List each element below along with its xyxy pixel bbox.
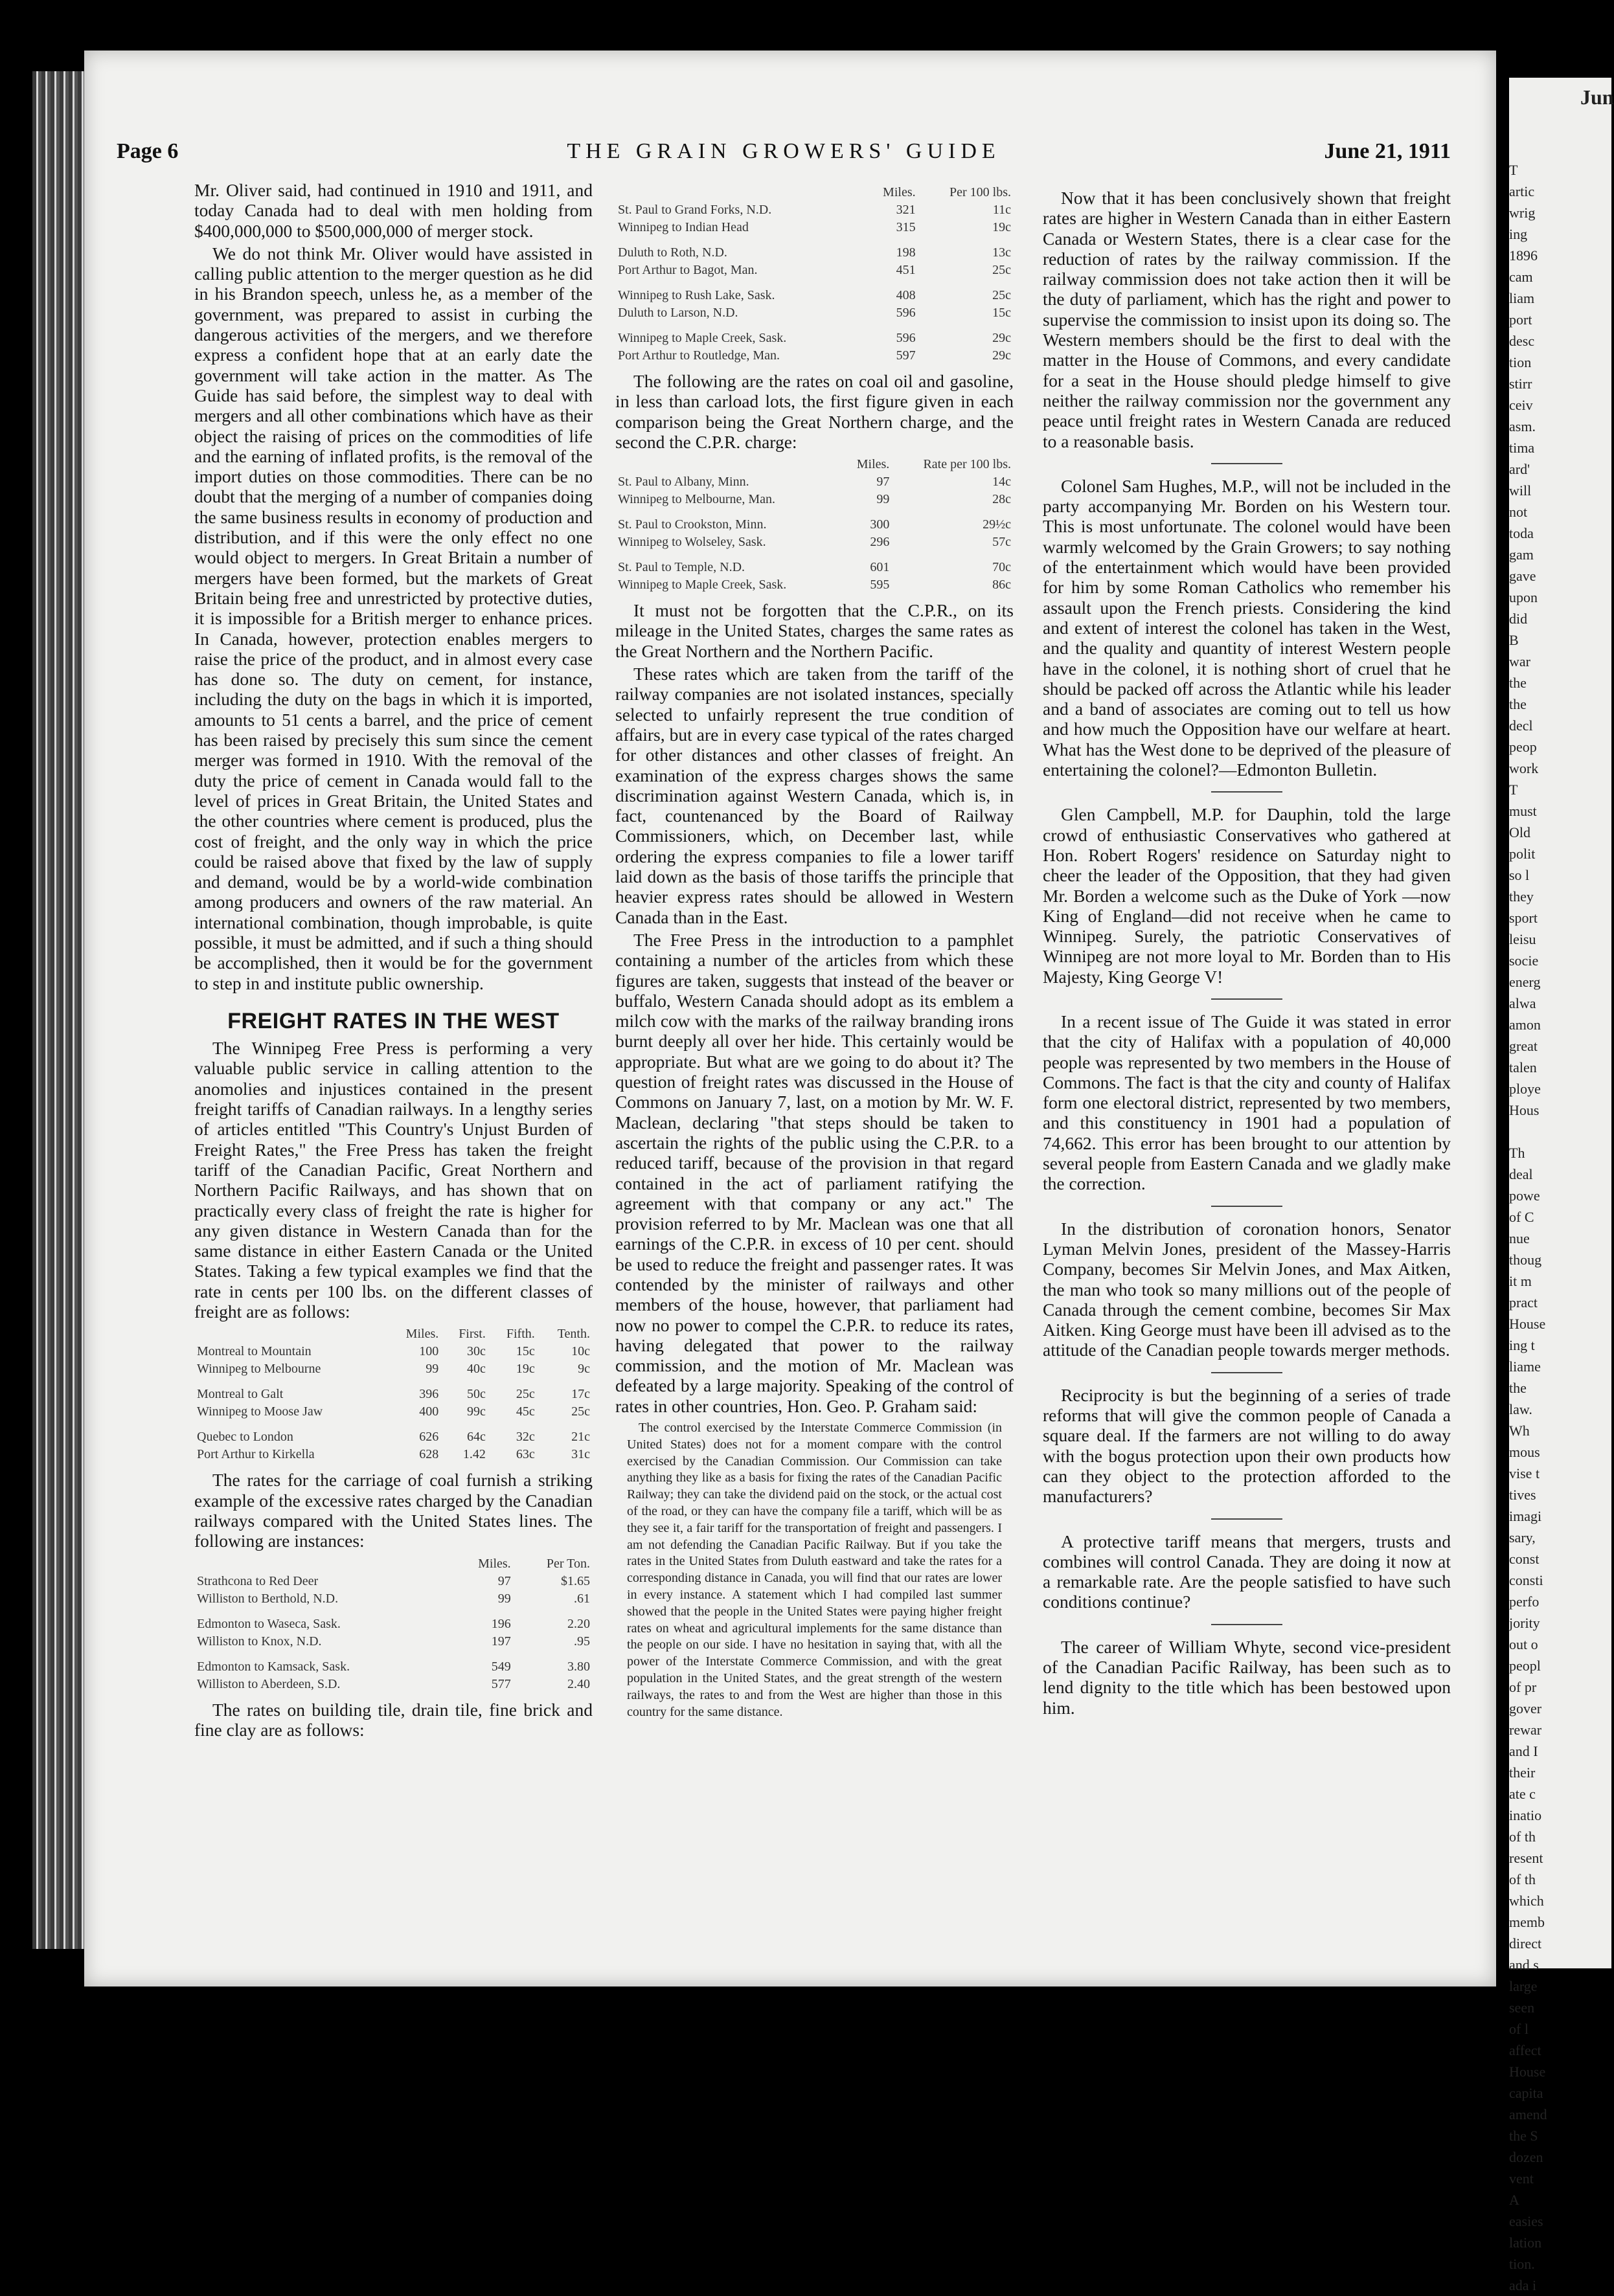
table-cell: Winnipeg to Indian Head xyxy=(618,220,749,234)
paragraph: The Free Press in the introduction to a pamphlet containing a number of the articles from which these figures are taken, suggests that instead of the beaver or buffalo, Western Canada should adopt as its emblem a milch cow with the marks of the railway branding irons burnt deeply all over her hide. This certainly would be appropriate. But what are we going to do about it? The question of freight rates was discussed in the House of Commons on January 7, last, on a motion by Mr. W. F. Maclean, declaring "that steps should be taken to ascertain the rights of the public using the C.P.R. to a reduced tariff, because of the provision in that regard contained in the act of parliament ratifying the agreement with that company or any act." The provision referred to by Mr. Maclean was one that all earnings of the C.P.R. in excess of 10 per cent. should be used to reduce the freight and passenger rates. It was contended by the minister of railways and other members of the house, however, that parliament had now no power to compel the C.P.R. to reduce its rates, having delegated that power to the railway commission, and the motion of Mr. Maclean was defeated by a large majority. Speaking of the control of rates in other countries, Hon. Geo. P. Graham said: xyxy=(615,929,1014,1416)
table-cell: Winnipeg to Melbourne, Man. xyxy=(618,492,776,507)
table-cell: 601 xyxy=(870,560,890,575)
facing-page-line: toda xyxy=(1509,525,1534,541)
paragraph: Reciprocity is but the beginning of a series of trade reforms that will give the common people of Canada a square deal. If the farmers are not willing to do away with the bogus protection upon their own products how can they object to the protection afforded to the manufacturers? xyxy=(1043,1384,1451,1507)
facing-page-line: direct xyxy=(1509,1935,1542,1952)
paragraph: The following are the rates on coal oil and gasoline, in less than carload lots, the first figure given in each comparison being the Great Northern charge, and the second the C.P.R. charge: xyxy=(615,371,1014,452)
facing-page-line: gave xyxy=(1509,568,1536,584)
facing-page-line: which xyxy=(1509,1893,1544,1909)
table-cell: 57c xyxy=(992,535,1011,550)
facing-page-line: stirr xyxy=(1509,376,1532,392)
facing-page-line: not xyxy=(1509,504,1528,520)
facing-page-line: did xyxy=(1509,611,1528,627)
table-row xyxy=(194,1633,593,1650)
facing-page-line: talen xyxy=(1509,1059,1537,1075)
facing-page-line: and I xyxy=(1509,1743,1538,1759)
table-cell: 30c xyxy=(466,1344,486,1359)
facing-page-line: gam xyxy=(1509,546,1534,563)
table-row xyxy=(615,576,1014,594)
facing-page-edge xyxy=(1509,78,1614,2293)
table-cell: 11c xyxy=(992,203,1011,217)
facing-page-line: must xyxy=(1509,803,1537,819)
table-cell: Winnipeg to Melbourne xyxy=(197,1362,321,1377)
paragraph: Now that it has been conclusively shown that freight rates are higher in Western Canada than in either Eastern Canada or Western States, there is a clear case for the reduction of rates by the railway commission. If the railway commission does not take action then it will be the duty of parliament, which has the right and power to supervise the commission to insist upon its doing so. The Western members should be the first to deal with the matter in the House of Commons, and every candidate for a seat in the House should pledge himself to give neither the railway commission nor the government any peace until freight rates in Western Canada are reduced to a reasonable basis. xyxy=(1043,188,1451,451)
table-cell: Edmonton to Waseca, Sask. xyxy=(197,1616,341,1631)
table-cell: 99 xyxy=(426,1362,439,1377)
table-cell: Port Arthur to Bagot, Man. xyxy=(618,263,758,277)
column-header xyxy=(194,1325,386,1343)
facing-page-line: Th xyxy=(1509,1145,1525,1161)
table-cell: St. Paul to Albany, Minn. xyxy=(618,475,749,490)
table-cell: Strathcona to Red Deer xyxy=(197,1573,319,1588)
table-cell: 549 xyxy=(491,1659,511,1674)
facing-page-line: capita xyxy=(1509,2085,1543,2101)
coal-rates-table xyxy=(194,1555,593,1693)
table-cell: 25c xyxy=(571,1404,590,1419)
issue-date: June 21, 1911 xyxy=(1324,139,1451,163)
table-cell: Duluth to Larson, N.D. xyxy=(618,306,738,320)
facing-page-line: gover xyxy=(1509,1700,1542,1716)
column-header: Per Ton. xyxy=(546,1556,590,1571)
table-cell: Port Arthur to Kirkella xyxy=(197,1447,315,1462)
facing-page-line: liame xyxy=(1509,1358,1541,1375)
facing-page-line xyxy=(1509,1121,1611,1142)
tile-rates-table xyxy=(615,184,1014,365)
paragraph: The rates for the carriage of coal furnish a striking example of the excessive rates charged by the Canadian railways compared with the United States lines. The following are instances: xyxy=(194,1470,593,1551)
divider xyxy=(1211,998,1282,1000)
facing-page-line: ate c xyxy=(1509,1786,1536,1802)
table-row xyxy=(194,1676,593,1693)
facing-page-line: const xyxy=(1509,1551,1540,1567)
facing-page-line: and s xyxy=(1509,1957,1539,1973)
facing-page-line: consti xyxy=(1509,1572,1543,1588)
table-cell: 29½c xyxy=(983,517,1011,532)
facing-page-line: sary, xyxy=(1509,1529,1536,1546)
table-cell: 1.42 xyxy=(462,1447,486,1462)
facing-page-line: amend xyxy=(1509,2106,1547,2122)
facing-page-line: will xyxy=(1509,482,1532,499)
table-cell: Winnipeg to Maple Creek, Sask. xyxy=(618,578,787,592)
table-cell: St. Paul to Grand Forks, N.D. xyxy=(618,203,772,217)
table-cell: 32c xyxy=(516,1430,535,1445)
table-cell: Montreal to Mountain xyxy=(197,1344,312,1359)
quote-text: The control exercised by the Interstate Commerce Commission (in United States) does not for a moment compare with the control exercised by the Canadian Commission. Our Commission can take anything they like as a basis for fixing the rates of the Canadian Pacific Railway; they can take the dividend paid on the stock, or the actual cost of the road, or they can have the company file a tariff, which will be as they see it, a fair tariff for the transportation of freight and passengers. I am not defending the Canadian Pacific Railway. But if you take the rates in the United States from Duluth eastward and take the rates for a corresponding distance in Canada, you will find that our rates are lower in every instance. A statement which I had compiled last summer showed that the people in the United States were paying higher freight rates on wheat and agricultural implements for the same distance than the people on our side. I have no hesitation in saying that, with all the power of the Interstate Commerce Commission, and with the great population in the United States, and the great strength of the western railways, the rates to and from the West are higher than those in this country for the same distance. xyxy=(627,1421,1002,1719)
divider xyxy=(1211,1372,1282,1373)
table-row xyxy=(194,1590,593,1608)
column-header: Miles. xyxy=(405,1327,439,1342)
facing-page-line: T xyxy=(1509,782,1518,798)
table-cell: 19c xyxy=(516,1362,535,1377)
column-header: Miles. xyxy=(883,185,916,199)
facing-page-line: great xyxy=(1509,1038,1538,1054)
table-cell: Williston to Aberdeen, S.D. xyxy=(197,1676,341,1691)
paragraph: In the distribution of coronation honors, Senator Lyman Melvin Jones, president of the Massey-Harris Company, becomes Sir Melvin Jones, and Max Aitken, the man who took so many millions out of the people of Canada through the cement combine, becomes Sir Max Aitken. King George must have been ill advised as to the attitude of the Canadian people towards merger methods. xyxy=(1043,1218,1451,1360)
column-header: Fifth. xyxy=(506,1327,535,1342)
table-row xyxy=(615,322,1014,347)
paragraph: We do not think Mr. Oliver would have assisted in calling public attention to the merger question as he did in his Brandon speech, unless he, as a member of the government, was prepared to assist in curbing the dangerous activities of the mergers, and we therefore express a confident hope that at an early date the government will take action in the matter. As The Guide has said before, the simplest way to deal with mergers and all other combinations which have as their object the raising of prices on the commodities of life and the earning of inflated profits, is the removal of the import duties on those commodities. There can be no doubt that the merging of a number of companies doing the same business results in economy of production and distribution, and if this were the only effect no one would object to mergers. In Great Britain a number of mergers have been formed, but the markets of Great Britain being free and unrestricted by protective duties, it is impossible for a British merger to enhance prices. In Canada, however, protection enables mergers to raise the price of the product, and in almost every case has done so. The duty on cement, for instance, including the duty on the bags in which it is imported, amounts to 51 cents a barrel, and the price of cement has been raised by precisely this sum since the cement merger was formed in 1910. With the removal of the duty the price of cement in Canada would fall to the level of prices in Great Britain, the United States and the other countries where cement is produced, plus the cost of freight, and the only way in which the price could be raised above that fixed by the law of supply and demand, would be by a world-wide combination among producers and owners of the raw material. An international combination, though improbable, is quite possible, it must be admitted, and if such a thing should be accomplished, then it would be for the government to step in and institute public ownership. xyxy=(194,243,593,993)
facing-page-line: so l xyxy=(1509,867,1530,883)
column-header: First. xyxy=(459,1327,486,1342)
facing-page-line: vise t xyxy=(1509,1465,1540,1481)
facing-page-line: work xyxy=(1509,760,1539,776)
coal-oil-rates-table xyxy=(615,456,1014,594)
facing-page-line: seen xyxy=(1509,1999,1535,2016)
facing-page-line: ada i xyxy=(1509,2277,1537,2293)
table-cell: 15c xyxy=(992,306,1011,320)
facing-page-line: rewar xyxy=(1509,1722,1542,1738)
facing-page-line: imagi xyxy=(1509,1508,1542,1524)
table-cell: 21c xyxy=(571,1430,590,1445)
table-row xyxy=(194,1343,593,1360)
facing-page-line: House xyxy=(1509,2064,1546,2080)
page-number: Page 6 xyxy=(117,139,179,163)
table-cell: 45c xyxy=(516,1404,535,1419)
table-row xyxy=(615,491,1014,508)
facing-page-line: vent xyxy=(1509,2170,1534,2187)
table-row xyxy=(194,1573,593,1590)
paragraph: Colonel Sam Hughes, M.P., will not be included in the party accompanying Mr. Borden on his Western tour. This is most unfortunate. The colonel would have been warmly welcomed by the Grain Growers; to say nothing of the entertainment which would have been provided for him by some Roman Catholics who remember his assault upon the French priests. Considering the kind and extent of interest the colonel has taken in the West, and the quality and quantity of interest Western people have in the colonel, it is nothing short of cruel that he should be packed off across the Atlantic while his leader and a band of associates are coming out to tell us how and how much the Opposition have our welfare at heart. What has the West done to be deprived of the pleasure of entertaining the colonel?—Edmonton Bulletin. xyxy=(1043,475,1451,780)
facing-page-line xyxy=(1509,138,1611,159)
column-header: Rate per 100 lbs. xyxy=(923,457,1011,472)
column-header: Miles. xyxy=(478,1556,511,1571)
facing-page-line: it m xyxy=(1509,1273,1532,1289)
table-cell: 25c xyxy=(992,288,1011,302)
facing-page-line: Hous xyxy=(1509,1102,1540,1118)
facing-page-line: Old xyxy=(1509,824,1530,840)
facing-page-line: easies xyxy=(1509,2213,1543,2229)
column-header xyxy=(615,456,843,473)
facing-page-line: the xyxy=(1509,675,1527,691)
facing-page-line: the S xyxy=(1509,2128,1538,2144)
table-cell: 17c xyxy=(571,1387,590,1402)
table-cell: 14c xyxy=(992,475,1011,490)
facing-page-line: war xyxy=(1509,653,1530,670)
facing-page-line: ing xyxy=(1509,226,1528,242)
table-cell: 29c xyxy=(992,348,1011,363)
table-cell: Montreal to Galt xyxy=(197,1387,284,1402)
facing-page-line: peop xyxy=(1509,739,1537,755)
article-headline: FREIGHT RATES IN THE WEST xyxy=(227,1008,560,1033)
facing-page-line: peopl xyxy=(1509,1658,1541,1674)
table-cell: 50c xyxy=(466,1387,486,1402)
divider xyxy=(1211,1518,1282,1520)
facing-page-line: artic xyxy=(1509,183,1535,199)
column-3 xyxy=(1043,188,1451,1720)
paragraph: The rates on building tile, drain tile, fine brick and fine clay are as follows: xyxy=(194,1699,593,1740)
facing-page-line: desc xyxy=(1509,333,1535,349)
table-cell: 2.40 xyxy=(567,1676,590,1691)
table-cell: 626 xyxy=(419,1430,439,1445)
facing-page-line: upon xyxy=(1509,589,1538,605)
facing-page-line: tion. xyxy=(1509,2256,1535,2272)
table-cell: 64c xyxy=(466,1430,486,1445)
table-cell: 13c xyxy=(992,245,1011,260)
table-cell: 396 xyxy=(419,1387,439,1402)
table-cell: 63c xyxy=(516,1447,535,1462)
facing-page-line: ceiv xyxy=(1509,397,1533,413)
facing-page-line: mous xyxy=(1509,1444,1540,1460)
table-row xyxy=(615,201,1014,219)
table-cell: 628 xyxy=(419,1447,439,1462)
column-header xyxy=(194,1555,451,1573)
paragraph: The Winnipeg Free Press is performing a very valuable public service in calling attention to the anomolies and injustices contained in the present freight tariffs of Canadian railways. In a lengthy series of articles entitled "This Country's Unjust Burden of Freight Rates," the Free Press has taken the freight tariff of the Canadian Pacific, Great Northern and Northern Pacific Railways, and has shown that on practically every class of freight the rate is higher for any given distance in Western Canada than for the same distance in either Eastern Canada or the United States. Taking a few typical examples we find that the rate in cents per 100 lbs. on the different classes of freight are as follows: xyxy=(194,1038,593,1322)
divider xyxy=(1211,791,1282,793)
table-cell: Williston to Knox, N.D. xyxy=(197,1634,322,1649)
divider xyxy=(1211,463,1282,464)
facing-page-line: tima xyxy=(1509,440,1535,456)
freight-class-rates-table xyxy=(194,1325,593,1463)
table-cell: 99c xyxy=(466,1404,486,1419)
table-row xyxy=(615,279,1014,304)
facing-page-line: Jun xyxy=(1580,85,1614,109)
table-cell: 400 xyxy=(419,1404,439,1419)
table-row xyxy=(194,1378,593,1403)
divider xyxy=(1211,1624,1282,1625)
table-cell: Quebec to London xyxy=(197,1430,293,1445)
table-cell: 597 xyxy=(896,348,916,363)
table-header-row xyxy=(615,184,1014,201)
table-cell: .95 xyxy=(574,1634,590,1649)
table-cell: 40c xyxy=(466,1362,486,1377)
facing-page-line: the xyxy=(1509,1380,1527,1396)
facing-page-line: the xyxy=(1509,696,1527,712)
paragraph: A protective tariff means that mergers, trusts and combines will control Canada. They are doing it now at a remarkable rate. Are the people satisfied to have such conditions continue? xyxy=(1043,1531,1451,1612)
facing-page-line: powe xyxy=(1509,1187,1540,1204)
table-cell: 10c xyxy=(571,1344,590,1359)
facing-page-line: lation xyxy=(1509,2234,1542,2251)
table-row xyxy=(615,262,1014,279)
table-cell: 197 xyxy=(491,1634,511,1649)
table-cell: 315 xyxy=(896,220,916,234)
table-cell: 3.80 xyxy=(567,1659,590,1674)
facing-page-line: thoug xyxy=(1509,1252,1542,1268)
table-cell: Edmonton to Kamsack, Sask. xyxy=(197,1659,350,1674)
table-cell: 451 xyxy=(896,263,916,277)
column-header: Tenth. xyxy=(557,1327,590,1342)
table-row xyxy=(615,219,1014,236)
table-row xyxy=(615,347,1014,365)
facing-page-line: 1896 xyxy=(1509,247,1538,264)
facing-page-line: memb xyxy=(1509,1914,1545,1930)
facing-page-line: resent xyxy=(1509,1850,1543,1866)
facing-page-line: socie xyxy=(1509,952,1539,969)
table-cell: $1.65 xyxy=(561,1573,590,1588)
table-row xyxy=(194,1403,593,1421)
table-cell: Duluth to Roth, N.D. xyxy=(618,245,727,260)
table-cell: 196 xyxy=(491,1616,511,1631)
table-cell: Winnipeg to Rush Lake, Sask. xyxy=(618,288,775,302)
table-cell: 19c xyxy=(992,220,1011,234)
facing-page-line: of pr xyxy=(1509,1679,1537,1695)
column-2 xyxy=(615,180,1014,1723)
table-row xyxy=(615,304,1014,322)
facing-page-line: jority xyxy=(1509,1615,1540,1631)
facing-page-line: port xyxy=(1509,311,1532,328)
table-header-row xyxy=(615,456,1014,473)
table-cell: 9c xyxy=(578,1362,590,1377)
masthead-title: THE GRAIN GROWERS' GUIDE xyxy=(567,139,1001,163)
column-1 xyxy=(194,180,593,1742)
column-header: Miles. xyxy=(856,457,890,472)
table-cell: 31c xyxy=(571,1447,590,1462)
facing-page-line: ploye xyxy=(1509,1081,1541,1097)
table-cell: Winnipeg to Maple Creek, Sask. xyxy=(618,331,787,345)
table-cell: 595 xyxy=(870,578,890,592)
paragraph: Mr. Oliver said, had continued in 1910 and 1911, and today Canada had to deal with men holding from $400,000,000 to $500,000,000 of merger stock. xyxy=(194,180,593,241)
table-cell: 596 xyxy=(896,331,916,345)
facing-page-line: ard' xyxy=(1509,461,1530,477)
facing-page-line: law. xyxy=(1509,1401,1532,1417)
facing-page-line: their xyxy=(1509,1764,1536,1781)
table-cell: 2.20 xyxy=(567,1616,590,1631)
facing-page-line: sport xyxy=(1509,910,1538,926)
table-cell: 300 xyxy=(870,517,890,532)
table-cell: 70c xyxy=(992,560,1011,575)
page-header xyxy=(117,139,1451,170)
facing-page-line: pract xyxy=(1509,1294,1538,1311)
facing-page-line: they xyxy=(1509,888,1534,905)
block-quote xyxy=(627,1420,1002,1720)
facing-page-line: alwa xyxy=(1509,995,1536,1011)
table-row xyxy=(194,1608,593,1633)
paragraph: It must not be forgotten that the C.P.R., on its mileage in the United States, charges the same rates as the Great Northern and the Northern Pacific. xyxy=(615,600,1014,661)
table-row xyxy=(194,1421,593,1446)
facing-page-line: tion xyxy=(1509,354,1532,370)
paragraph: The career of William Whyte, second vice-president of the Canadian Pacific Railway, has been such as to lend dignity to the title which has been bestowed upon him. xyxy=(1043,1636,1451,1718)
table-cell: 596 xyxy=(896,306,916,320)
facing-page-line: inatio xyxy=(1509,1807,1542,1823)
table-row xyxy=(615,236,1014,262)
facing-page-line: of th xyxy=(1509,1871,1536,1887)
table-cell: 408 xyxy=(896,288,916,302)
table-cell: 100 xyxy=(419,1344,439,1359)
paragraph: In a recent issue of The Guide it was stated in error that the city of Halifax with a population of 40,000 people was represented by two members in the House of Commons. The fact is that the city and county of Halifax form one electoral district, represented by two members, and this constituency in 1901 had a population of 74,662. This error has been brought to our attention by several people from Eastern Canada and we gladly make the correction. xyxy=(1043,1011,1451,1194)
facing-page-line xyxy=(1509,117,1611,138)
facing-page-line: polit xyxy=(1509,846,1536,862)
facing-page-line: deal xyxy=(1509,1166,1533,1182)
facing-page-line: Wh xyxy=(1509,1423,1530,1439)
table-cell: 86c xyxy=(992,578,1011,592)
facing-page-line: of th xyxy=(1509,1829,1536,1845)
table-row xyxy=(194,1360,593,1378)
column-header: Per 100 lbs. xyxy=(949,185,1011,199)
table-cell: 29c xyxy=(992,331,1011,345)
facing-page-line: liam xyxy=(1509,290,1535,306)
table-cell: Port Arthur to Routledge, Man. xyxy=(618,348,780,363)
table-cell: .61 xyxy=(574,1591,590,1606)
table-cell: St. Paul to Temple, N.D. xyxy=(618,560,745,575)
facing-page-line: out o xyxy=(1509,1636,1538,1652)
facing-page-line: decl xyxy=(1509,717,1533,734)
paragraph: These rates which are taken from the tariff of the railway companies are not isolated instances, specially selected to unfairly represent the true condition of affairs, but are in every case typical of the rates charged for other distances and other classes of freight. An examination of the express charges shows the same discrimination against Western Canada, which is, in fact, countenanced by the Board of Railway Commissioners, which, on December last, while ordering the express companies to file a lower tariff laid down as the basis of those tariffs the principle that heavier express rates should be allowed in Western Canada than in the East. xyxy=(615,664,1014,927)
table-header-row xyxy=(194,1555,593,1573)
table-cell: 296 xyxy=(870,535,890,550)
facing-page-line: nue xyxy=(1509,1230,1530,1246)
table-cell: 15c xyxy=(516,1344,535,1359)
table-row xyxy=(615,534,1014,551)
facing-page-line: perfo xyxy=(1509,1593,1540,1610)
facing-page-line: B xyxy=(1509,632,1519,648)
table-cell: Williston to Berthold, N.D. xyxy=(197,1591,339,1606)
table-cell: Winnipeg to Moose Jaw xyxy=(197,1404,323,1419)
facing-page-line: tives xyxy=(1509,1487,1536,1503)
facing-page-line: cam xyxy=(1509,269,1533,285)
facing-page-line: leisu xyxy=(1509,931,1536,947)
table-cell: 28c xyxy=(992,492,1011,507)
table-cell: 577 xyxy=(491,1676,511,1691)
facing-page-line: dozen xyxy=(1509,2149,1543,2165)
table-cell: 99 xyxy=(497,1591,511,1606)
facing-page-line: amon xyxy=(1509,1017,1541,1033)
table-cell: 321 xyxy=(896,203,916,217)
table-cell: 198 xyxy=(896,245,916,260)
facing-page-line: asm. xyxy=(1509,418,1536,434)
table-cell: 97 xyxy=(497,1573,511,1588)
facing-page-line: affect xyxy=(1509,2042,1541,2058)
facing-page-line: ing t xyxy=(1509,1337,1535,1353)
table-header-row xyxy=(194,1325,593,1343)
table-cell: 25c xyxy=(516,1387,535,1402)
table-row xyxy=(194,1650,593,1676)
facing-page-line: House xyxy=(1509,1316,1546,1332)
table-cell: 25c xyxy=(992,263,1011,277)
facing-page-line: of C xyxy=(1509,1209,1534,1225)
table-row xyxy=(615,473,1014,491)
paragraph: Glen Campbell, M.P. for Dauphin, told the large crowd of enthusiastic Conservatives who gathered at Hon. Robert Rogers' residence on Saturday night to cheer the leader of the Opposition, that they had given Mr. Borden a welcome such as the Duke of York —now King of England—did not receive when he came to Winnipeg. Surely, the patriotic Conservatives of Winnipeg are not more loyal to Mr. Borden than to His Majesty, King George V! xyxy=(1043,804,1451,987)
table-cell: 99 xyxy=(876,492,890,507)
table-cell: St. Paul to Crookston, Minn. xyxy=(618,517,767,532)
divider xyxy=(1211,1206,1282,1207)
facing-page-line: large xyxy=(1509,1978,1538,1994)
facing-page-line: A xyxy=(1509,2192,1519,2208)
facing-page-line: wrig xyxy=(1509,205,1536,221)
facing-page-line: energ xyxy=(1509,974,1541,990)
column-header xyxy=(615,184,864,201)
table-row xyxy=(194,1446,593,1463)
table-row xyxy=(615,508,1014,534)
facing-page-line: of l xyxy=(1509,2021,1529,2037)
table-cell: Winnipeg to Wolseley, Sask. xyxy=(618,535,766,550)
table-cell: 97 xyxy=(876,475,890,490)
facing-page-line: T xyxy=(1509,162,1518,178)
table-row xyxy=(615,551,1014,576)
